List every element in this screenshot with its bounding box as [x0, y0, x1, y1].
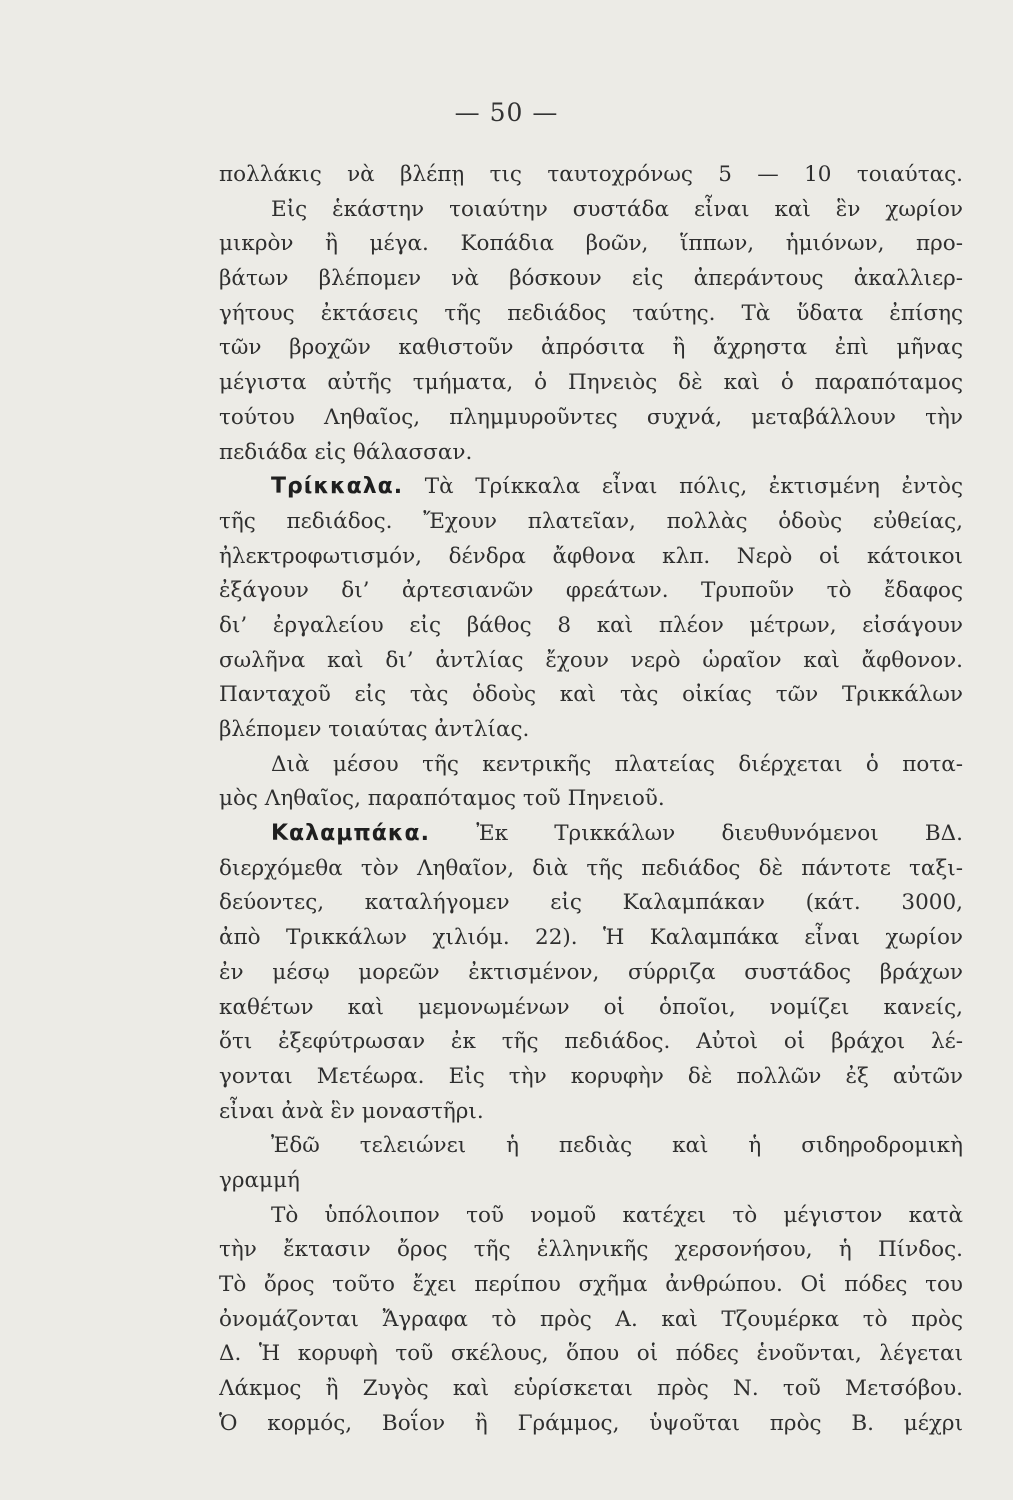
text-line: βλέπομεν τοιαύτας ἀντλίας.	[219, 717, 530, 742]
text-line: ἀπὸ Τρικκάλων χιλιόμ. 22). Ἡ Καλαμπάκα εἶναι χωρίον	[219, 925, 963, 951]
text-line: δι’ ἐργαλείου εἰς βάθος 8 καὶ πλέον μέτρων, εἰσάγουν	[219, 612, 963, 638]
text-line: μικρὸν ἢ μέγα. Κοπάδια βοῶν, ἵππων, ἡμιόνων, προ-	[219, 231, 963, 257]
text-line: ὀνομάζονται Ἄγραφα τὸ πρὸς Α. καὶ Τζουμέρκα τὸ πρὸς	[219, 1306, 963, 1332]
text-line: τούτου Ληθαῖος, πλημμυροῦντες συχνά, μεταβάλλουν τὴν	[219, 404, 963, 430]
text-line: βάτων βλέπομεν νὰ βόσκουν εἰς ἀπεράντους ἀκαλλιερ-	[219, 266, 963, 292]
text-line: ἠλεκτροφωτισμόν, δένδρα ἄφθονα κλπ. Νερὸ οἱ κάτοικοι	[219, 543, 963, 569]
section-heading-trikkala: Τρίκκαλα.	[271, 474, 404, 500]
text-line: πεδιάδα εἰς θάλασσαν.	[219, 439, 473, 465]
text-span: Ἐκ Τρικκάλων διευθυνόμενοι ΒΔ.	[430, 821, 963, 847]
text-line: διερχόμεθα τὸν Ληθαῖον, διὰ τῆς πεδιάδος δὲ πάντοτε ταξι-	[219, 855, 963, 881]
page-number: — 50 —	[454, 98, 559, 127]
text-line: τὴν ἔκτασιν ὄρος τῆς ἑλληνικῆς χερσονήσου, ἡ Πίνδος.	[219, 1237, 963, 1263]
text-line: Πανταχοῦ εἰς τὰς ὁδοὺς καὶ τὰς οἰκίας τῶν Τρικκάλων	[219, 682, 963, 708]
text-line: πολλάκις νὰ βλέπῃ τις ταυτοχρόνως 5 — 10 τοιαύτας.	[219, 162, 963, 187]
section-heading-kalampaka: Καλαμπάκα.	[271, 821, 431, 847]
text-line: μὸς Ληθαῖος, παραπόταμος τοῦ Πηνειοῦ.	[219, 786, 665, 812]
text-line: τῆς πεδιάδος. Ἔχουν πλατεῖαν, πολλὰς ὁδοὺς εὐθείας,	[219, 508, 963, 534]
text-line: γήτους ἐκτάσεις τῆς πεδιάδος ταύτης. Τὰ ὕδατα ἐπίσης	[219, 300, 963, 326]
text-line: γραμμή	[219, 1167, 300, 1193]
text-line: μέγιστα αὐτῆς τμήματα, ὁ Πηνειὸς δὲ καὶ ὁ παραπόταμος	[219, 370, 963, 396]
text-span: Τὰ Τρίκκαλα εἶναι πόλις, ἐκτισμένη ἐντὸς	[403, 474, 963, 500]
text-line: εἶναι ἀνὰ ἓν μοναστῆρι.	[219, 1098, 484, 1124]
text-line: ἐν μέσῳ μορεῶν ἐκτισμένον, σύρριζα συστάδος βράχων	[219, 959, 963, 985]
text-line: Τὸ ὄρος τοῦτο ἔχει περίπου σχῆμα ἀνθρώπου. Οἱ πόδες του	[219, 1272, 963, 1297]
text-line: Δ. Ἡ κορυφὴ τοῦ σκέλους, ὅπου οἱ πόδες ἑνοῦνται, λέγεται	[219, 1341, 963, 1367]
section-line-kalampaka	[219, 817, 963, 852]
text-line: τῶν βροχῶν καθιστοῦν ἀπρόσιτα ἢ ἄχρηστα ἐπὶ μῆνας	[219, 335, 963, 361]
text-line: Λάκμος ἢ Ζυγὸς καὶ εὑρίσκεται πρὸς Ν. τοῦ Μετσόβου.	[219, 1376, 963, 1402]
body-text	[219, 158, 963, 1441]
text-line: Τὸ ὑπόλοιπον τοῦ νομοῦ κατέχει τὸ μέγιστον κατὰ	[271, 1202, 963, 1228]
text-line: ὅτι ἐξεφύτρωσαν ἐκ τῆς πεδιάδος. Αὐτοὶ οἱ βράχοι λέ-	[219, 1029, 963, 1055]
text-line: καθέτων καὶ μεμονωμένων οἱ ὁποῖοι, νομίζει κανείς,	[219, 994, 963, 1020]
text-line: ἐξάγουν δι’ ἀρτεσιανῶν φρεάτων. Τρυποῦν τὸ ἔδαφος	[219, 578, 963, 604]
text-line: Εἰς ἑκάστην τοιαύτην συστάδα εἶναι καὶ ἓν χωρίον	[271, 196, 963, 222]
text-line: Ὁ κορμός, Βοΐον ἢ Γράμμος, ὑψοῦται πρὸς Β. μέχρι	[219, 1410, 963, 1436]
text-line: δεύοντες, καταλήγομεν εἰς Καλαμπάκαν (κάτ. 3000,	[219, 890, 963, 916]
section-line-trikkala	[219, 470, 963, 505]
text-line: Ἐδῶ τελειώνει ἡ πεδιὰς καὶ ἡ σιδηροδρομικὴ	[271, 1133, 963, 1159]
text-line: σωλῆνα καὶ δι’ ἀντλίας ἔχουν νερὸ ὡραῖον καὶ ἄφθονον.	[219, 647, 963, 673]
text-line: γονται Μετέωρα. Εἰς τὴν κορυφὴν δὲ πολλῶν ἐξ αὐτῶν	[219, 1063, 963, 1089]
text-line: Διὰ μέσου τῆς κεντρικῆς πλατείας διέρχεται ὁ ποτα-	[271, 751, 963, 777]
